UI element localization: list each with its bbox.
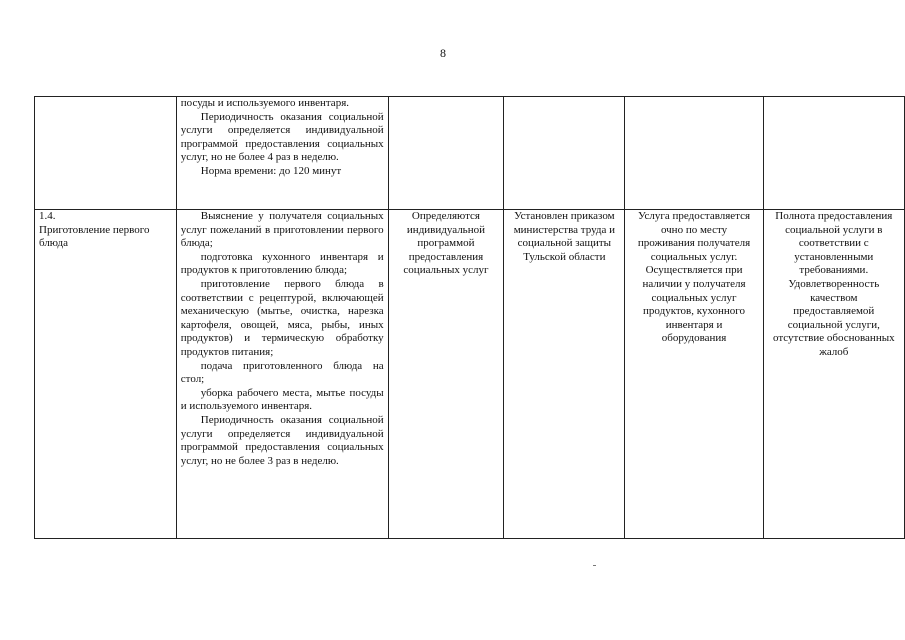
conditions-cell: Услуга предоставляется очно по месту проживания получателя социальных услуг. Осуществляется при наличии у получателя социальных услуг продуктов, кухонного инвентаря и оборудования xyxy=(625,210,763,539)
content-paragraph: Периодичность оказания социальной услуги определяется индивидуальной программой предоставления социальных услуг, но не более 4 раз в неделю. xyxy=(180,110,384,164)
content-paragraph: Норма времени: до 120 минут xyxy=(200,164,342,177)
quality-cell xyxy=(763,97,904,210)
service-content-cell xyxy=(176,210,388,539)
timing-cell xyxy=(504,97,625,210)
content-paragraph: подготовка кухонного инвентаря и продуктов к приготовлению блюда; xyxy=(180,250,384,277)
content-paragraph: приготовление первого блюда в соответствии с рецептурой, включающей механическую (мытье, очистка, нарезка картофеля, овощей, мяса, рыбы, иных продуктов) и термическую обработку продуктов питания; xyxy=(180,277,384,358)
content-paragraph: Периодичность оказания социальной услуги определяется индивидуальной программой предоставления социальных услуг, но не более 3 раз в неделю. xyxy=(180,413,384,467)
service-content-cell xyxy=(176,97,388,210)
volume-cell: Определяются индивидуальной программой предоставления социальных услуг xyxy=(388,210,504,539)
content-paragraph: посуды и используемого инвентаря. xyxy=(180,97,349,109)
service-name-cell xyxy=(35,210,177,539)
table-row xyxy=(35,97,905,210)
content-paragraph: Выяснение у получателя социальных услуг пожеланий в приготовлении первого блюда; xyxy=(180,210,384,250)
table-row xyxy=(35,210,905,539)
service-name-cell xyxy=(35,97,177,210)
content-paragraph: уборка рабочего места, мытье посуды и используемого инвентаря. xyxy=(180,386,384,413)
services-table xyxy=(34,96,905,539)
content-paragraph: подача приготовленного блюда на стол; xyxy=(180,359,384,386)
service-name: Приготовление первого блюда xyxy=(39,223,150,250)
service-number: 1.4. xyxy=(39,210,56,222)
scan-speck xyxy=(593,565,596,566)
quality-cell: Полнота предоставления социальной услуги в соответствии с установленными требованиями. Удовлетворенность качеством предоставляемой социальной услуги, отсутствие обоснованных жалоб xyxy=(763,210,904,539)
page-number: 8 xyxy=(440,46,446,60)
volume-cell xyxy=(388,97,504,210)
timing-cell: Установлен приказом министерства труда и социальной защиты Тульской области xyxy=(504,210,625,539)
conditions-cell xyxy=(625,97,763,210)
